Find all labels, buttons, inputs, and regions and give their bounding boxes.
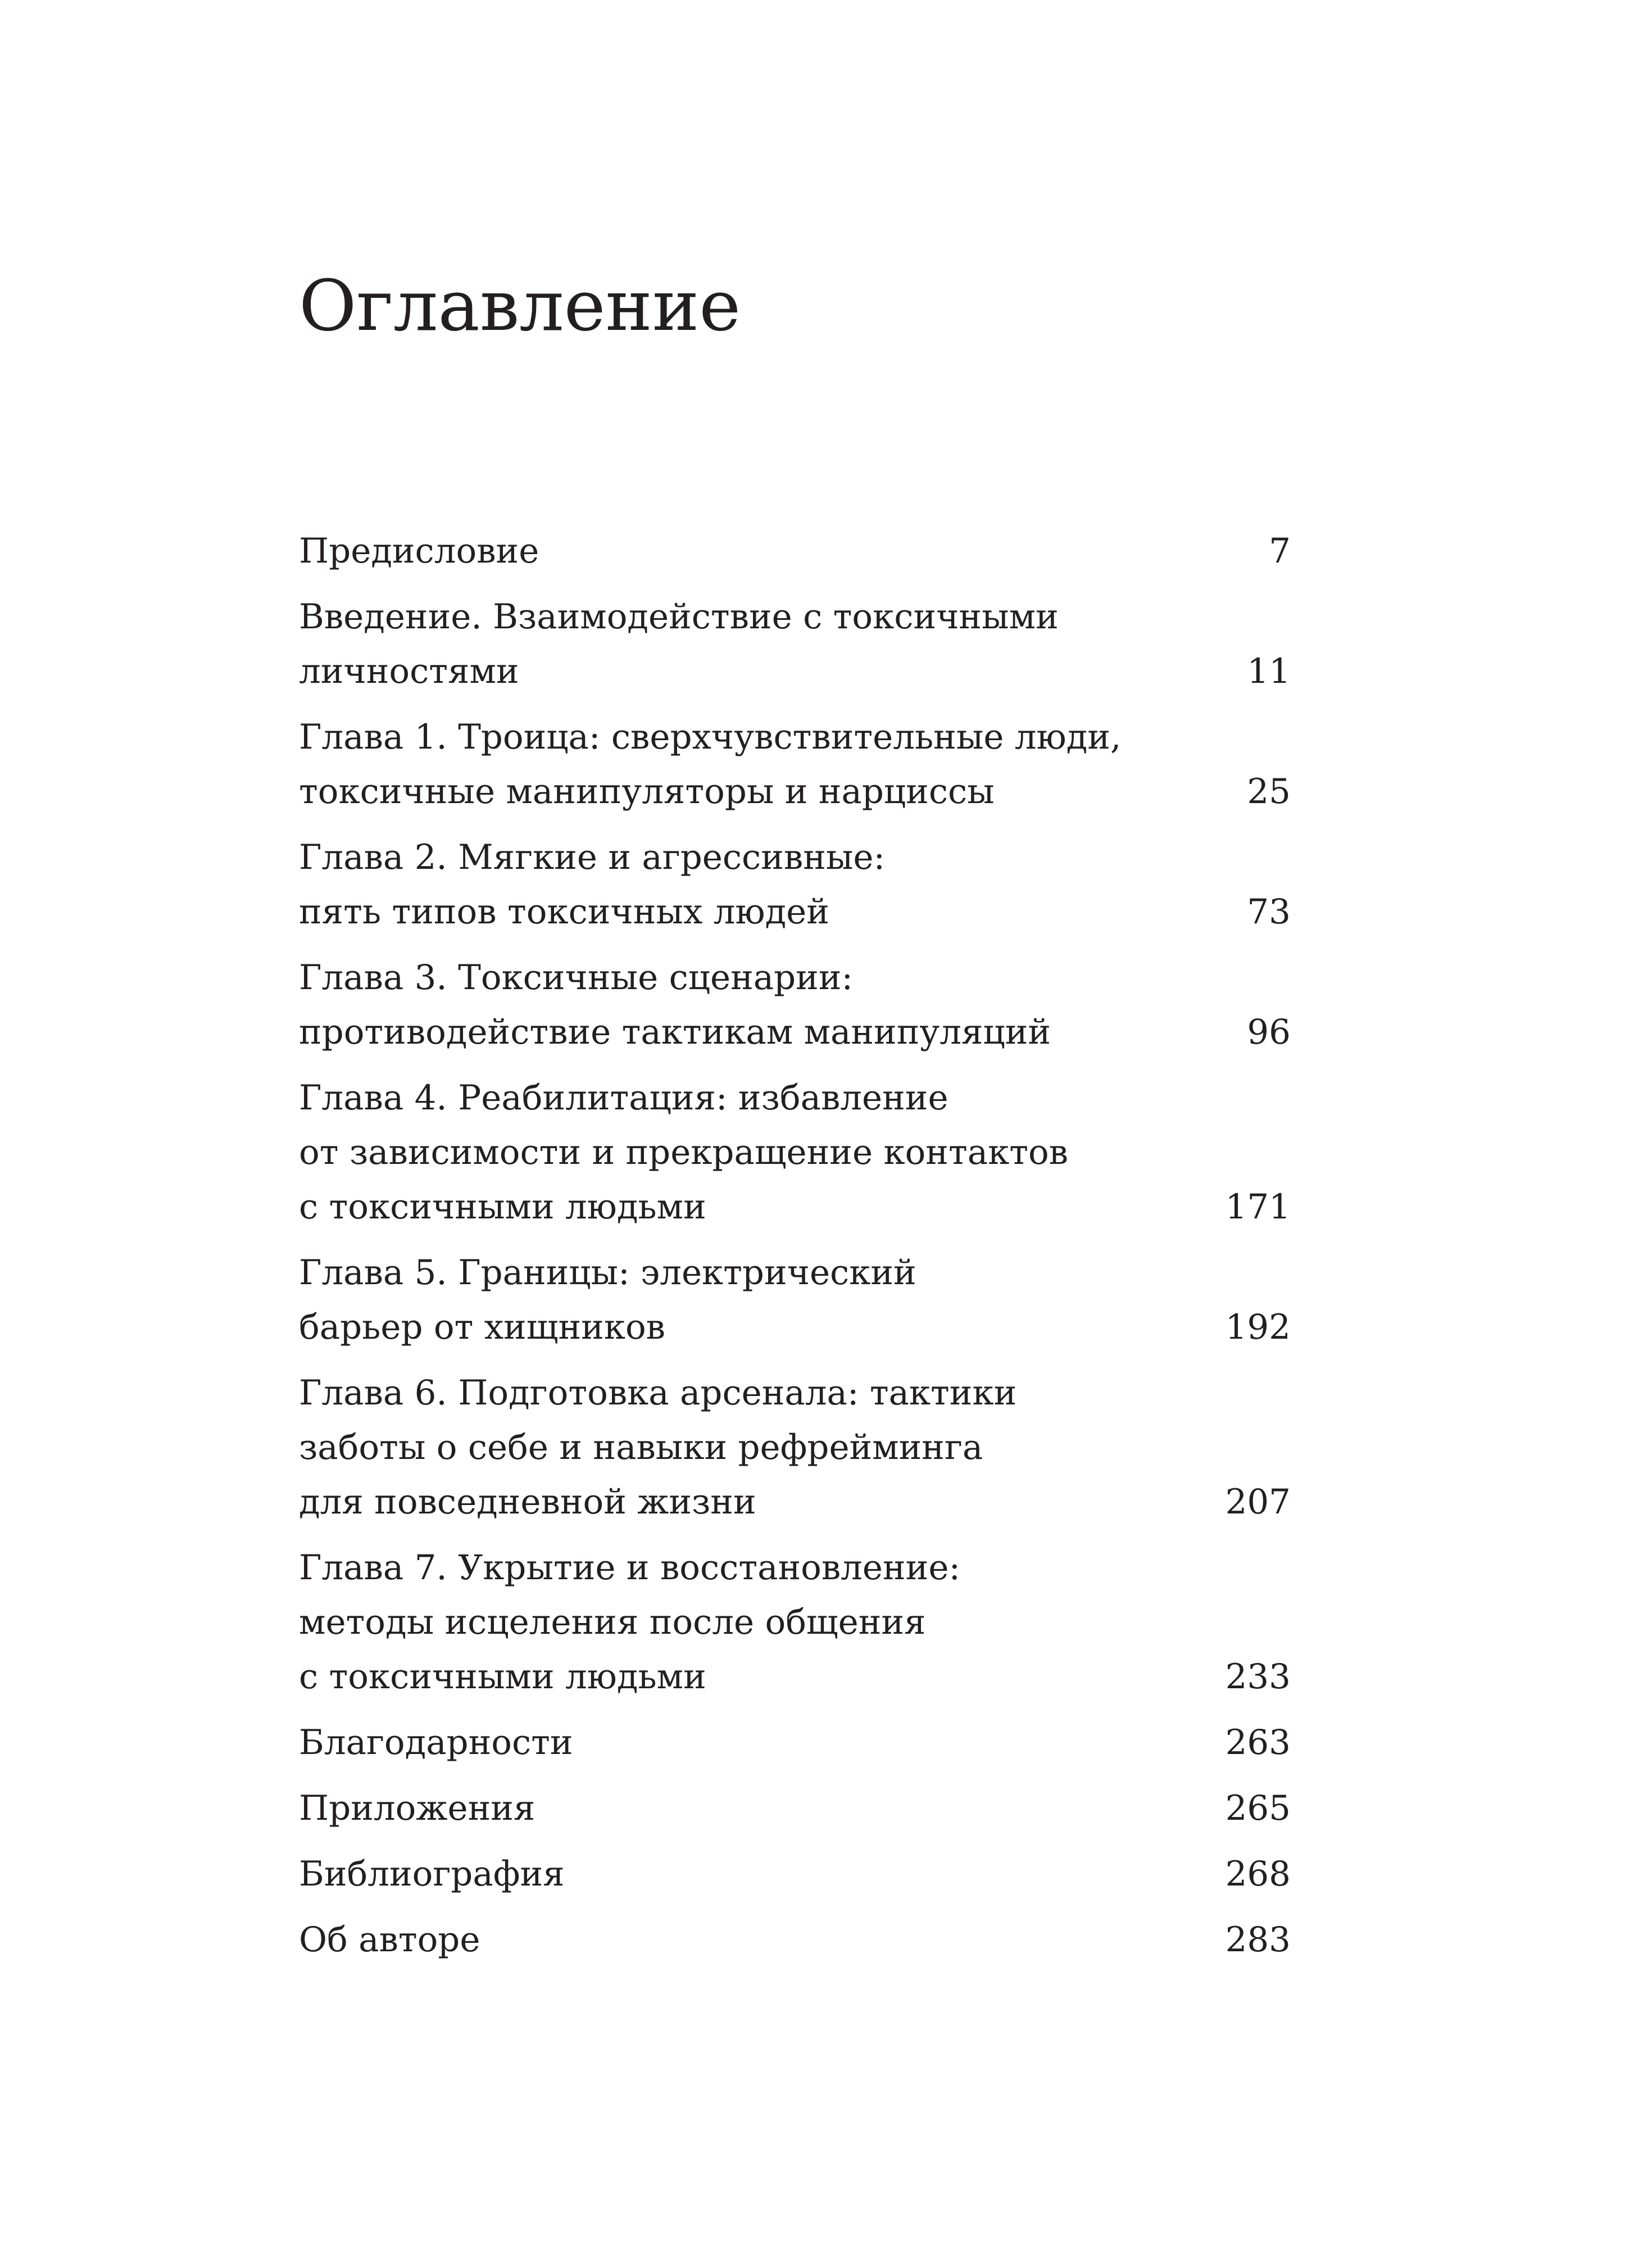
toc-page-number: 263 — [1225, 1723, 1291, 1762]
toc-line: Приложения — [299, 1788, 535, 1828]
toc-entry-title — [299, 1781, 535, 1835]
toc-page-number: 25 — [1247, 772, 1291, 812]
toc-entry-title — [299, 1912, 480, 1967]
toc-page-number: 96 — [1247, 1012, 1291, 1052]
toc-entry-chapter-2[interactable] — [299, 830, 1291, 939]
toc-line: с токсичными людьми — [299, 1187, 706, 1227]
toc-line: с токсичными людьми — [299, 1657, 706, 1697]
toc-line: Об авторе — [299, 1920, 480, 1960]
toc-line: от зависимости и прекращение контактов — [299, 1132, 1069, 1172]
toc-line: Глава 7. Укрытие и восстановление: — [299, 1548, 960, 1588]
toc-entry-title — [299, 1847, 565, 1901]
toc-page-number: 233 — [1225, 1657, 1291, 1697]
page-title: Оглавление — [299, 265, 741, 347]
toc-line: методы исцеления после общения — [299, 1602, 926, 1642]
toc-entry-title — [299, 590, 1059, 699]
toc-page-number: 265 — [1225, 1788, 1291, 1828]
toc-line: Глава 6. Подготовка арсенала: тактики — [299, 1373, 1017, 1413]
table-of-contents — [299, 524, 1291, 1978]
toc-entry-chapter-4[interactable] — [299, 1071, 1291, 1234]
toc-page-number: 192 — [1225, 1307, 1291, 1347]
toc-line: Глава 5. Границы: электрический — [299, 1253, 916, 1293]
toc-page-number: 283 — [1225, 1920, 1291, 1960]
toc-line: Глава 4. Реабилитация: избавление — [299, 1078, 948, 1118]
toc-entry-acknowledgements[interactable] — [299, 1715, 1291, 1770]
toc-entry-title — [299, 710, 1121, 819]
toc-page-number: 207 — [1225, 1482, 1291, 1522]
toc-page-number: 73 — [1247, 892, 1291, 932]
toc-entry-title — [299, 1715, 573, 1770]
toc-page-number: 7 — [1269, 531, 1291, 571]
toc-line: противодействие тактикам манипуляций — [299, 1012, 1051, 1052]
toc-entry-title — [299, 950, 1051, 1059]
toc-line: Глава 3. Токсичные сценарии: — [299, 958, 854, 998]
toc-line: Библиография — [299, 1854, 565, 1894]
toc-line: заботы о себе и навыки рефрейминга — [299, 1427, 983, 1467]
toc-line: Глава 2. Мягкие и агрессивные: — [299, 837, 886, 877]
toc-line: Введение. Взаимодействие с токсичными — [299, 597, 1059, 637]
toc-entry-title — [299, 1366, 1016, 1529]
toc-entry-introduction[interactable] — [299, 590, 1291, 699]
toc-entry-title — [299, 524, 539, 578]
toc-page-number: 11 — [1247, 651, 1291, 691]
toc-entry-preface[interactable] — [299, 524, 1291, 578]
toc-entry-title — [299, 1245, 916, 1354]
toc-entry-title — [299, 830, 885, 939]
toc-entry-chapter-1[interactable] — [299, 710, 1291, 819]
toc-line: барьер от хищников — [299, 1307, 666, 1347]
toc-line: личностями — [299, 651, 519, 691]
toc-entry-about-author[interactable] — [299, 1912, 1291, 1967]
toc-entry-chapter-3[interactable] — [299, 950, 1291, 1059]
toc-line: для повседневной жизни — [299, 1482, 756, 1522]
toc-line: Благодарности — [299, 1723, 573, 1762]
toc-entry-appendices[interactable] — [299, 1781, 1291, 1835]
toc-entry-chapter-7[interactable] — [299, 1540, 1291, 1704]
toc-entry-title — [299, 1071, 1068, 1234]
toc-entry-bibliography[interactable] — [299, 1847, 1291, 1901]
toc-line: Предисловие — [299, 531, 539, 571]
toc-entry-chapter-5[interactable] — [299, 1245, 1291, 1354]
toc-line: пять типов токсичных людей — [299, 892, 829, 932]
toc-line: токсичные манипуляторы и нарциссы — [299, 772, 995, 812]
toc-line: Глава 1. Троица: сверхчувствительные люди, — [299, 717, 1122, 757]
toc-page-number: 268 — [1225, 1854, 1291, 1894]
toc-entry-title — [299, 1540, 960, 1704]
toc-entry-chapter-6[interactable] — [299, 1366, 1291, 1529]
toc-page-number: 171 — [1225, 1187, 1291, 1227]
